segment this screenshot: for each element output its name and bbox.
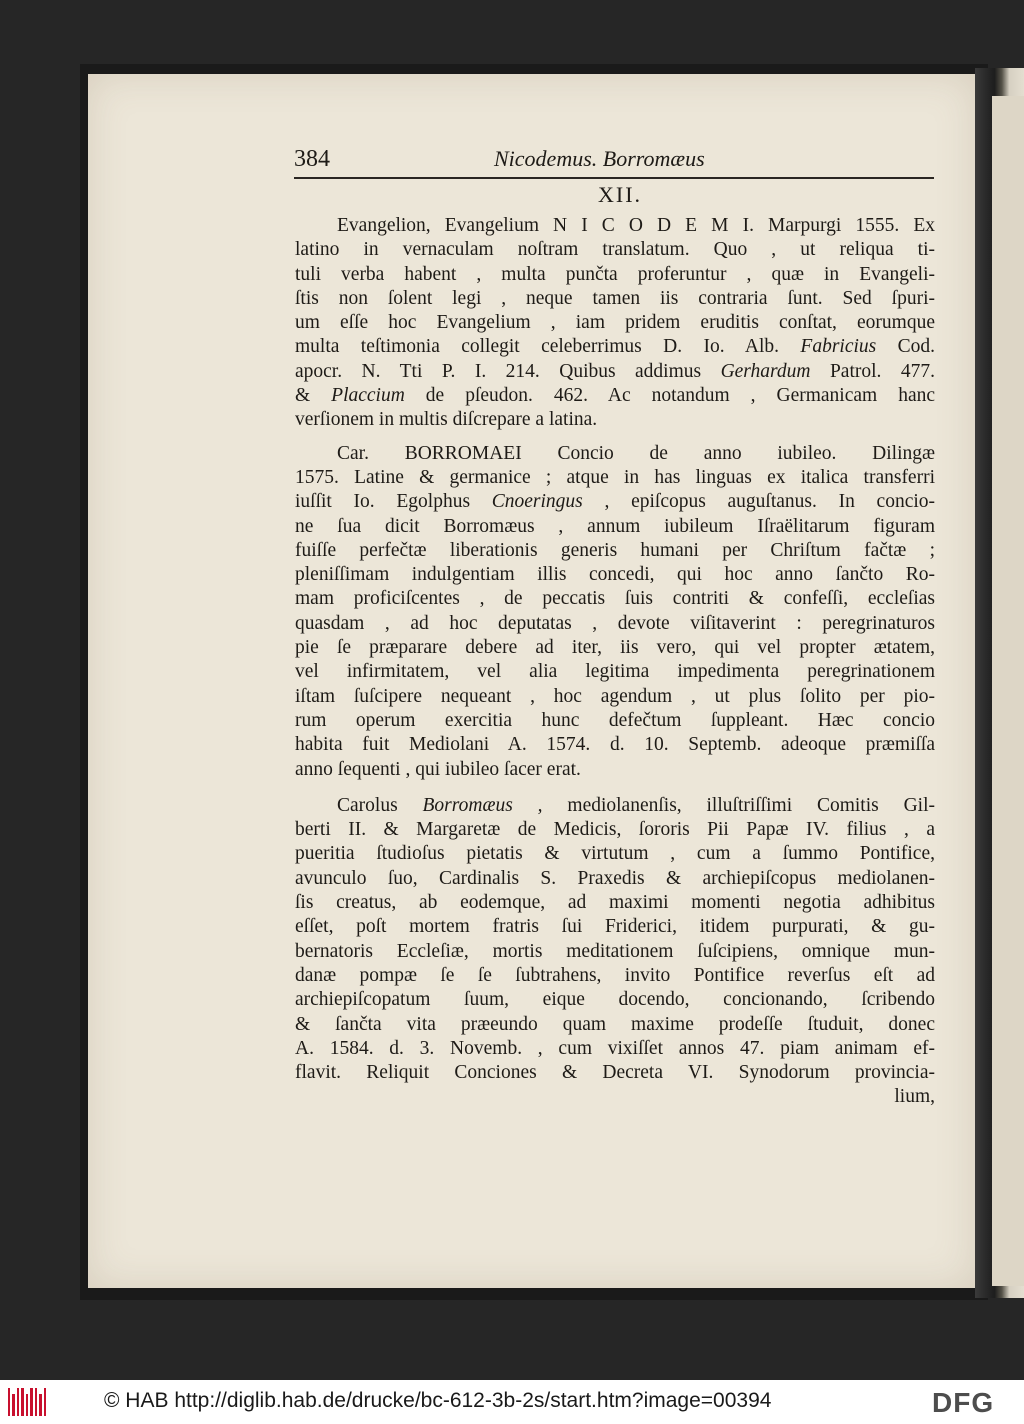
text-line: archiepiſcopatum ſuum, eique docendo, concionando, ſcribendo — [295, 989, 935, 1011]
text-line: & Placcium de pſeudon. 462. Ac notandum , Germanicam hanc — [295, 385, 936, 407]
text-line: latino in vernaculam noſtram translatum. Quo , ut reliqua ti- — [295, 239, 935, 261]
paragraph-gap — [295, 433, 935, 442]
text-line: flavit. Reliquit Conciones & Decreta VI. Synodorum provincia- — [295, 1062, 935, 1084]
text-line: pleniſſimam indulgentiam illis concedi, qui hoc anno ſančto Ro- — [295, 564, 935, 586]
text-line: avunculo ſuo, Cardinalis S. Praxedis & archiepiſcopus mediolanen- — [295, 867, 935, 889]
text-line: eſſet, poſt mortem fratris ſui Friderici, itidem purpurati, & gu- — [295, 916, 935, 938]
paragraph-nicodemus — [295, 214, 935, 433]
text-line: habita fuit Mediolani A. 1574. d. 10. Septemb. adeoque præmiſſa — [295, 734, 935, 756]
text-line: multa teſtimonia collegit celeberrimus D. Io. Alb. Fabricius Cod. — [295, 336, 936, 358]
running-title: Nicodemus. Borromæus — [494, 146, 705, 171]
text-line: & ſančta vita præeundo quam maxime prodeſſe ſtuduit, donec — [295, 1013, 935, 1035]
text-line: vel infirmitatem, vel alia legitima impedimenta peregrinationem — [295, 661, 935, 683]
viewer-footer — [0, 1380, 1024, 1424]
text-line: ſtis non ſolent legi , neque tamen iis contraria ſunt. Sed ſpuri- — [295, 287, 935, 309]
text-line: bernatoris Eccleſiæ, mortis meditationem ſuſcipiens, omnique mun- — [295, 940, 935, 962]
text-line: pueritia ſtudioſus pietatis & virtutum , cum a ſummo Pontifice, — [295, 843, 935, 865]
dfg-logo: DFG — [932, 1387, 995, 1418]
text-line: Carolus Borromæus , mediolanenſis, illuſtriſſimi Comitis Gil- — [337, 794, 935, 816]
text-line: iſtam ſuſcipere nequeant , hoc agendum , ut plus ſolito per pio- — [295, 685, 935, 707]
text-line: ſis creatus, ab eodemque, ad maximi momenti negotia adhibitus — [295, 892, 935, 914]
text-line: rum operum exercitia hunc defečtum ſuppleant. Hæc concio — [295, 709, 935, 731]
text-line: apocr. N. Tti P. I. 214. Quibus addimus Gerhardum Patrol. 477. — [295, 360, 935, 382]
text-line: pie ſe præparare debere ad iter, iis vero, qui vel propter ætatem, — [295, 637, 935, 659]
hab-barcode-logo-icon — [8, 1388, 46, 1416]
paragraph-gap — [295, 782, 935, 794]
paragraph-carolus-borromaeus — [295, 794, 935, 1110]
text-line: ne ſua dicit Borromæus , annum iubileum Iſraëlitarum figuram — [295, 515, 935, 537]
text-line: iuſſit Io. Egolphus Cnoeringus , epiſcopus auguſtanus. In concio- — [295, 491, 936, 513]
scanned-page — [88, 74, 975, 1288]
text-line: quasdam , ad hoc deputatas , devote viſitaverint : peregrinaturos — [295, 612, 935, 634]
text-line: tuli verba habent , multa punčta proferuntur , quæ in Evangeli- — [295, 263, 935, 285]
text-line: 1575. Latine & germanice ; atque in has linguas ex italica transferri — [295, 466, 935, 488]
catchword: lium, — [894, 1086, 935, 1108]
text-line: Evangelion, Evangelium N I C O D E M I. Marpurgi 1555. Ex — [337, 215, 935, 236]
text-line: um eſſe hoc Evangelium , iam pridem eruditis conſtat, eorumque — [295, 312, 935, 334]
section-numeral: XII. — [598, 182, 643, 207]
next-page-edge — [992, 96, 1024, 1286]
source-link[interactable]: © HAB http://diglib.hab.de/drucke/bc-612-3b-2s/start.htm?image=00394 — [104, 1389, 772, 1412]
paragraph-borromaei-concio — [295, 442, 935, 782]
header-rule — [294, 177, 934, 179]
page-number: 384 — [294, 146, 330, 172]
text-line: Car. BORROMAEI Concio de anno iubileo. Dilingæ — [337, 442, 935, 464]
text-line: A. 1584. d. 3. Novemb. , cum vixiſſet annos 47. piam animam ef- — [295, 1037, 935, 1059]
text-line: verſionem in multis diſcrepare a latina. — [295, 409, 598, 431]
text-line: mam proficiſcentes , de peccatis ſuis contriti & confeſſi, eccleſias — [295, 588, 935, 610]
text-line: fuiſſe perfečtæ liberationis generis humani per Chriſtum fačtæ ; — [295, 539, 935, 561]
text-line: berti II. & Margaretæ de Medicis, ſororis Pii Papæ IV. filius , a — [295, 819, 935, 841]
text-line: danæ pompæ ſe ſe ſubtrahens, invito Pontifice reverſus eſt ad — [295, 964, 935, 986]
body-text — [295, 214, 935, 1110]
text-line: anno ſequenti , qui iubileo ſacer erat. — [295, 758, 581, 780]
